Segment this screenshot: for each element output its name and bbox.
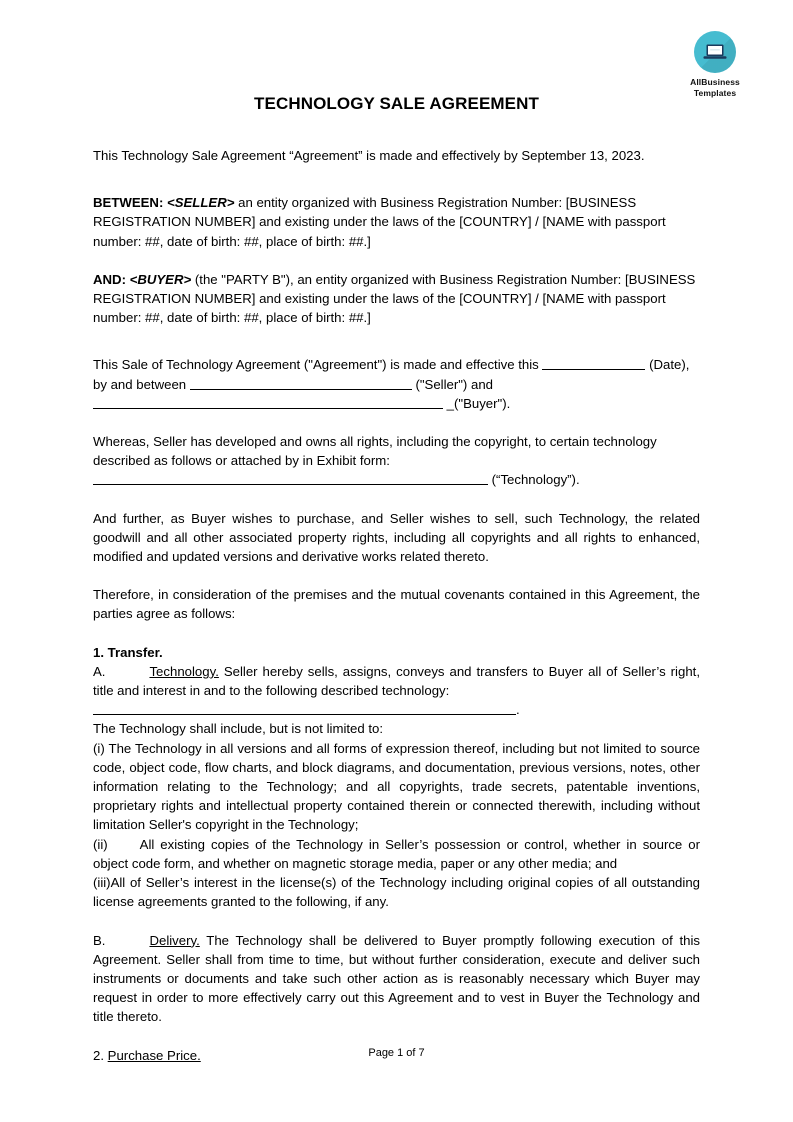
effective-part1: This Sale of Technology Agreement ("Agreement") is made and effective this: [93, 357, 543, 373]
item-ii-marker: (ii): [93, 836, 108, 852]
whereas-line1: Whereas, Seller has developed and owns all rights, including the copyright, to certain technology: [93, 434, 657, 450]
laptop-glyph: [703, 43, 727, 61]
document-body: [93, 146, 700, 1065]
between-label: BETWEEN:: [93, 195, 164, 211]
section-1-title: Transfer.: [107, 644, 163, 660]
item-a-title: Technology.: [149, 663, 219, 679]
section-1-number: 1.: [93, 644, 104, 660]
and-text: (the "PARTY B"), an entity organized with Business Registration Number: [BUSINESS REGISTRATION NUMBER] and existing under the laws of the [COUNTRY] / [NAME with passport number: ##, date of birth: ##, place of birth: ##.]: [93, 271, 696, 326]
whereas-line3-suffix: (“Technology”).: [488, 472, 580, 488]
technology-blank[interactable]: [93, 471, 488, 485]
section-2-title: Purchase Price.: [107, 1047, 201, 1063]
section-1-item-b: [93, 931, 700, 1027]
item-b-letter: B.: [93, 932, 106, 948]
therefore-paragraph: Therefore, in consideration of the premises and the mutual covenants contained in this Agreement, the parties agree as follows:: [93, 587, 700, 622]
technology-description-blank[interactable]: [93, 701, 516, 715]
item-b-text: The Technology shall be delivered to Buyer promptly following execution of this Agreement. Seller shall from time to time, but without further consideration, execute and deliver such instruments or documents and take such other action as is reasonably necessary which Buyer may request in order to more effectively carry out this Agreement and to vest in Buyer the Technology and title thereto.: [93, 932, 700, 1025]
brand-name-line1: AllBusiness: [690, 77, 740, 87]
item-i: (i) The Technology in all versions and all forms of expression thereof, including but not limited to source code, object code, flow charts, and block diagrams, and documentation, previous versions, notes, other information relating to the Technology; and all copyrights, trade secrets, patentable inventions, proprietary rights and intellectual property contained therein or connected therewith, including without limitation Seller's copyright in the Technology;: [93, 740, 700, 833]
and-paragraph: [93, 270, 700, 328]
between-text: an entity organized with Business Registration Number: [BUSINESS REGISTRATION NUMBER] and existing under the laws of the [COUNTRY] / [NAME with passport number: ##, date of birth: ##, place of birth: ##.]: [93, 195, 666, 249]
item-ii-text: All existing copies of the Technology in Seller’s possession or control, whether in source or object code form, and whether on magnetic storage media, paper or any other media; and: [93, 836, 700, 871]
further-paragraph: And further, as Buyer wishes to purchase, and Seller wishes to sell, such Technology, the related goodwill and all other associated property rights, including all copyrights and all rights to enhanced, modified and updated versions and derivative works related thereto.: [93, 510, 700, 565]
date-blank[interactable]: [542, 356, 645, 370]
laptop-icon: [694, 31, 736, 73]
page-title: TECHNOLOGY SALE AGREEMENT: [254, 94, 539, 113]
section-1-item-a: [93, 662, 700, 700]
effective-part2: (Date),: [645, 357, 690, 373]
intro-paragraph: This Technology Sale Agreement “Agreement” is made and effectively by September 13, 2023.: [93, 148, 645, 163]
section-1-heading: [93, 643, 700, 662]
buyer-blank[interactable]: [93, 395, 443, 409]
brand-logo: [676, 31, 754, 98]
between-party: <SELLER>: [167, 195, 235, 211]
include-intro: The Technology shall include, but is not limited to:: [93, 721, 384, 737]
between-paragraph: [93, 193, 700, 251]
item-a-text: Seller hereby sells, assigns, conveys and transfers to Buyer all of Seller’s right, title and interest in and to the following described technology:: [93, 663, 700, 699]
item-iii: (iii)All of Seller’s interest in the license(s) of the Technology including original copies of all outstanding license agreements granted to the following, if any.: [93, 875, 700, 910]
section-2-number: 2.: [93, 1047, 104, 1063]
effective-part3: by and between: [93, 376, 190, 392]
item-a-letter: A.: [93, 663, 106, 679]
technology-description-blank-line: .: [93, 700, 700, 719]
effective-part4: ("Seller") and: [411, 376, 493, 392]
effective-part5: _("Buyer").: [443, 395, 511, 411]
whereas-paragraph: [93, 432, 700, 490]
and-label: AND:: [93, 271, 126, 287]
item-b-title: Delivery.: [149, 932, 200, 948]
brand-name-line2: Templates: [693, 87, 737, 98]
seller-blank[interactable]: [190, 376, 412, 390]
and-party: <BUYER>: [129, 271, 192, 287]
page-footer: Page 1 of 7: [368, 1047, 425, 1059]
item-ii: [93, 835, 700, 873]
effective-paragraph: [93, 355, 700, 413]
whereas-line2: described as follows or attached by in Exhibit form:: [93, 453, 390, 469]
